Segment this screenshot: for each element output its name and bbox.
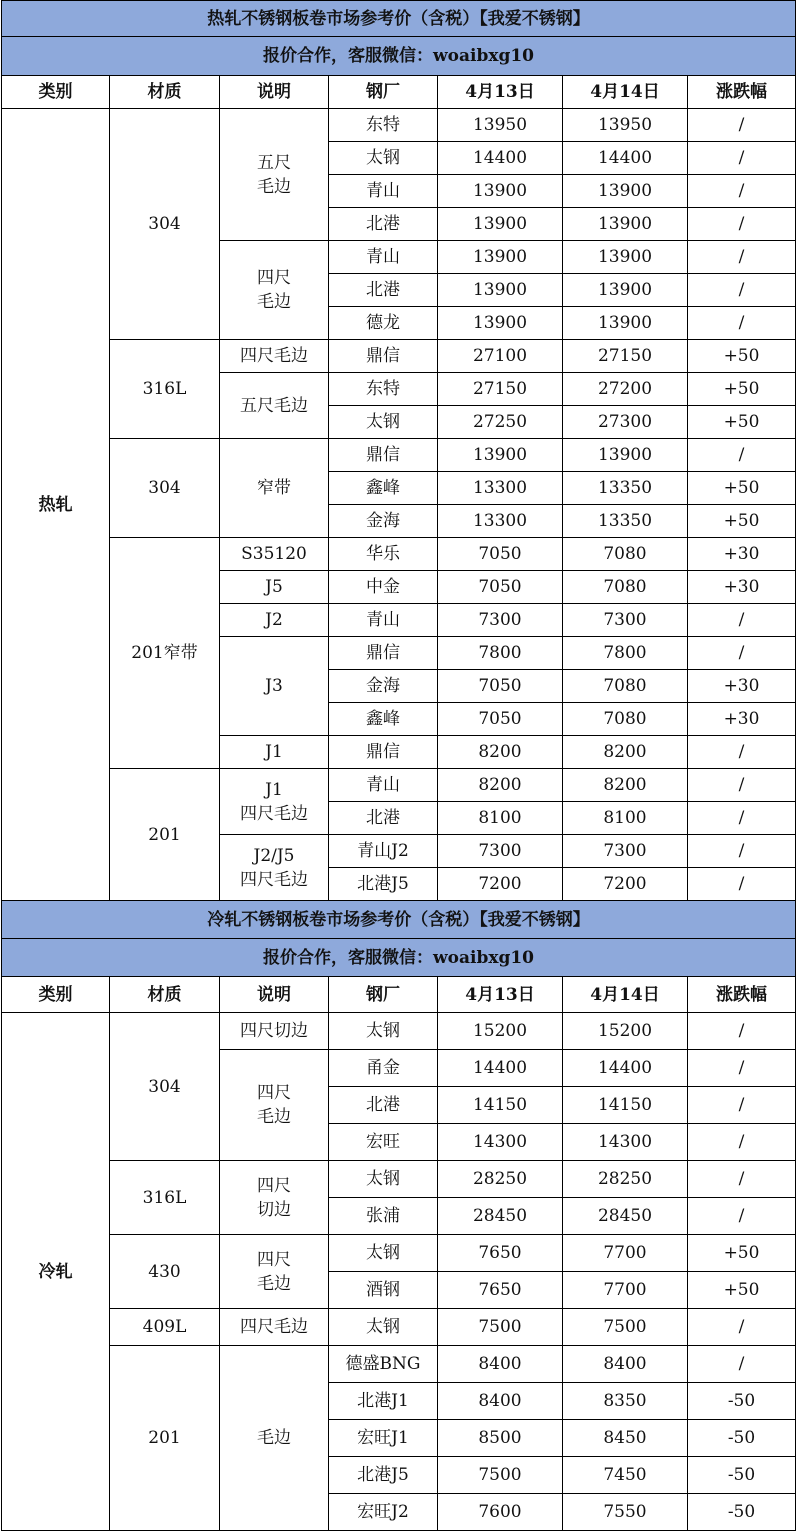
price-cell: 13900 bbox=[563, 241, 688, 274]
material-cell: 316L bbox=[110, 1161, 220, 1235]
price-cell: 7200 bbox=[563, 868, 688, 901]
mill-cell: 北港J5 bbox=[329, 868, 438, 901]
mill-cell: 太钢 bbox=[329, 1013, 438, 1050]
change-cell: / bbox=[688, 868, 796, 901]
mill-cell: 青山J2 bbox=[329, 835, 438, 868]
price-cell: 8200 bbox=[438, 736, 563, 769]
price-cell: 27150 bbox=[438, 373, 563, 406]
table-row bbox=[2, 1013, 796, 1050]
mill-cell: 张浦 bbox=[329, 1198, 438, 1235]
mill-cell: 北港J5 bbox=[329, 1457, 438, 1494]
note-cell: 四尺毛边 bbox=[220, 1309, 329, 1346]
category-cell: 热轧 bbox=[2, 109, 110, 901]
price-cell: 13900 bbox=[438, 241, 563, 274]
material-cell: 201 bbox=[110, 769, 220, 901]
price-cell: 8500 bbox=[438, 1420, 563, 1457]
cold-subtitle: 报价合作，客服微信：woaibxg10 bbox=[2, 939, 796, 977]
price-cell: 7300 bbox=[563, 835, 688, 868]
change-cell: / bbox=[688, 274, 796, 307]
note-cell: 窄带 bbox=[220, 439, 329, 538]
change-cell: / bbox=[688, 109, 796, 142]
change-cell: / bbox=[688, 1087, 796, 1124]
price-cell: 28450 bbox=[438, 1198, 563, 1235]
price-cell: 27300 bbox=[563, 406, 688, 439]
price-cell: 13300 bbox=[438, 472, 563, 505]
change-cell: / bbox=[688, 835, 796, 868]
change-cell: +30 bbox=[688, 571, 796, 604]
price-cell: 7450 bbox=[563, 1457, 688, 1494]
price-cell: 7080 bbox=[563, 670, 688, 703]
mill-cell: 东特 bbox=[329, 373, 438, 406]
change-cell: -50 bbox=[688, 1383, 796, 1420]
mill-cell: 青山 bbox=[329, 604, 438, 637]
price-cell: 13900 bbox=[438, 274, 563, 307]
change-cell: / bbox=[688, 1050, 796, 1087]
header-category: 类别 bbox=[2, 76, 110, 109]
mill-cell: 鑫峰 bbox=[329, 703, 438, 736]
price-cell: 14400 bbox=[563, 142, 688, 175]
header-change: 涨跌幅 bbox=[688, 76, 796, 109]
header-material: 材质 bbox=[110, 977, 220, 1013]
change-cell: +50 bbox=[688, 472, 796, 505]
hot-subtitle: 报价合作，客服微信：woaibxg10 bbox=[2, 37, 796, 76]
price-cell: 8350 bbox=[563, 1383, 688, 1420]
header-note: 说明 bbox=[220, 977, 329, 1013]
note-cell: 四尺切边 bbox=[220, 1013, 329, 1050]
mill-cell: 北港J1 bbox=[329, 1383, 438, 1420]
change-cell: +30 bbox=[688, 703, 796, 736]
price-cell: 14300 bbox=[563, 1124, 688, 1161]
price-cell: 7300 bbox=[563, 604, 688, 637]
mill-cell: 金海 bbox=[329, 505, 438, 538]
price-cell: 27200 bbox=[563, 373, 688, 406]
change-cell: +50 bbox=[688, 340, 796, 373]
table-row bbox=[2, 1235, 796, 1272]
price-cell: 13950 bbox=[563, 109, 688, 142]
price-cell: 7500 bbox=[438, 1309, 563, 1346]
change-cell: / bbox=[688, 1161, 796, 1198]
change-cell: +50 bbox=[688, 1272, 796, 1309]
price-table bbox=[1, 0, 796, 1531]
note-cell: 四尺 毛边 bbox=[220, 241, 329, 340]
price-cell: 27100 bbox=[438, 340, 563, 373]
price-cell: 7200 bbox=[438, 868, 563, 901]
price-cell: 7050 bbox=[438, 538, 563, 571]
note-cell: J1 bbox=[220, 736, 329, 769]
price-cell: 13900 bbox=[438, 208, 563, 241]
change-cell: / bbox=[688, 175, 796, 208]
mill-cell: 青山 bbox=[329, 175, 438, 208]
note-cell: J2 bbox=[220, 604, 329, 637]
mill-cell: 酒钢 bbox=[329, 1272, 438, 1309]
table-row bbox=[2, 538, 796, 571]
price-cell: 14400 bbox=[438, 142, 563, 175]
mill-cell: 金海 bbox=[329, 670, 438, 703]
price-cell: 7080 bbox=[563, 703, 688, 736]
mill-cell: 德龙 bbox=[329, 307, 438, 340]
price-cell: 7080 bbox=[563, 538, 688, 571]
header-note: 说明 bbox=[220, 76, 329, 109]
note-cell: J1 四尺毛边 bbox=[220, 769, 329, 835]
mill-cell: 太钢 bbox=[329, 1235, 438, 1272]
mill-cell: 鑫峰 bbox=[329, 472, 438, 505]
price-cell: 15200 bbox=[563, 1013, 688, 1050]
note-cell: 四尺毛边 bbox=[220, 340, 329, 373]
header-material: 材质 bbox=[110, 76, 220, 109]
change-cell: +50 bbox=[688, 1235, 796, 1272]
price-cell: 8100 bbox=[438, 802, 563, 835]
mill-cell: 青山 bbox=[329, 769, 438, 802]
mill-cell: 北港 bbox=[329, 274, 438, 307]
table-row bbox=[2, 1161, 796, 1198]
header-date-1: 4月13日 bbox=[438, 977, 563, 1013]
change-cell: / bbox=[688, 439, 796, 472]
note-cell: 四尺 毛边 bbox=[220, 1235, 329, 1309]
mill-cell: 太钢 bbox=[329, 406, 438, 439]
price-cell: 13900 bbox=[563, 307, 688, 340]
price-cell: 7650 bbox=[438, 1235, 563, 1272]
price-cell: 14150 bbox=[438, 1087, 563, 1124]
change-cell: / bbox=[688, 1346, 796, 1383]
mill-cell: 鼎信 bbox=[329, 736, 438, 769]
price-cell: 13300 bbox=[438, 505, 563, 538]
change-cell: +30 bbox=[688, 538, 796, 571]
mill-cell: 德盛BNG bbox=[329, 1346, 438, 1383]
hot-title: 热轧不锈钢板卷市场参考价（含税）【我爱不锈钢】 bbox=[2, 1, 796, 37]
mill-cell: 甬金 bbox=[329, 1050, 438, 1087]
material-cell: 409L bbox=[110, 1309, 220, 1346]
change-cell: +50 bbox=[688, 505, 796, 538]
price-cell: 8200 bbox=[438, 769, 563, 802]
mill-cell: 东特 bbox=[329, 109, 438, 142]
header-date-2: 4月14日 bbox=[563, 977, 688, 1013]
mill-cell: 青山 bbox=[329, 241, 438, 274]
change-cell: +30 bbox=[688, 670, 796, 703]
mill-cell: 中金 bbox=[329, 571, 438, 604]
price-cell: 28450 bbox=[563, 1198, 688, 1235]
material-cell: 316L bbox=[110, 340, 220, 439]
mill-cell: 华乐 bbox=[329, 538, 438, 571]
material-cell: 304 bbox=[110, 109, 220, 340]
price-cell: 13900 bbox=[438, 175, 563, 208]
price-cell: 15200 bbox=[438, 1013, 563, 1050]
material-cell: 201窄带 bbox=[110, 538, 220, 769]
price-cell: 8400 bbox=[438, 1346, 563, 1383]
price-cell: 8200 bbox=[563, 769, 688, 802]
note-cell: 四尺 切边 bbox=[220, 1161, 329, 1235]
category-cell: 冷轧 bbox=[2, 1013, 110, 1531]
mill-cell: 宏旺 bbox=[329, 1124, 438, 1161]
price-cell: 7650 bbox=[438, 1272, 563, 1309]
material-cell: 304 bbox=[110, 1013, 220, 1161]
price-cell: 27250 bbox=[438, 406, 563, 439]
material-cell: 304 bbox=[110, 439, 220, 538]
price-cell: 13900 bbox=[563, 274, 688, 307]
mill-cell: 宏旺J2 bbox=[329, 1494, 438, 1531]
change-cell: / bbox=[688, 241, 796, 274]
price-cell: 14150 bbox=[563, 1087, 688, 1124]
change-cell: / bbox=[688, 1198, 796, 1235]
material-cell: 201 bbox=[110, 1346, 220, 1531]
price-cell: 28250 bbox=[563, 1161, 688, 1198]
table-row bbox=[2, 109, 796, 142]
note-cell: 毛边 bbox=[220, 1346, 329, 1531]
price-cell: 7800 bbox=[563, 637, 688, 670]
price-cell: 7500 bbox=[438, 1457, 563, 1494]
change-cell: / bbox=[688, 1124, 796, 1161]
mill-cell: 太钢 bbox=[329, 142, 438, 175]
mill-cell: 鼎信 bbox=[329, 637, 438, 670]
price-cell: 8200 bbox=[563, 736, 688, 769]
price-cell: 14300 bbox=[438, 1124, 563, 1161]
price-cell: 13900 bbox=[563, 208, 688, 241]
mill-cell: 北港 bbox=[329, 802, 438, 835]
change-cell: / bbox=[688, 802, 796, 835]
change-cell: / bbox=[688, 1309, 796, 1346]
change-cell: / bbox=[688, 736, 796, 769]
price-cell: 8450 bbox=[563, 1420, 688, 1457]
price-cell: 13350 bbox=[563, 505, 688, 538]
note-cell: 五尺 毛边 bbox=[220, 109, 329, 241]
header-date-2: 4月14日 bbox=[563, 76, 688, 109]
change-cell: -50 bbox=[688, 1494, 796, 1531]
table-row bbox=[2, 769, 796, 802]
price-cell: 13350 bbox=[563, 472, 688, 505]
note-cell: 五尺毛边 bbox=[220, 373, 329, 439]
header-date-1: 4月13日 bbox=[438, 76, 563, 109]
price-cell: 13900 bbox=[563, 439, 688, 472]
change-cell: +50 bbox=[688, 406, 796, 439]
note-cell: J3 bbox=[220, 637, 329, 736]
material-cell: 430 bbox=[110, 1235, 220, 1309]
mill-cell: 北港 bbox=[329, 208, 438, 241]
change-cell: +50 bbox=[688, 373, 796, 406]
change-cell: / bbox=[688, 142, 796, 175]
table-row bbox=[2, 340, 796, 373]
table-row bbox=[2, 1309, 796, 1346]
change-cell: / bbox=[688, 769, 796, 802]
price-cell: 8400 bbox=[438, 1383, 563, 1420]
note-cell: J2/J5 四尺毛边 bbox=[220, 835, 329, 901]
price-cell: 13900 bbox=[563, 175, 688, 208]
header-category: 类别 bbox=[2, 977, 110, 1013]
price-cell: 28250 bbox=[438, 1161, 563, 1198]
table-row bbox=[2, 439, 796, 472]
price-cell: 13950 bbox=[438, 109, 563, 142]
mill-cell: 太钢 bbox=[329, 1309, 438, 1346]
mill-cell: 鼎信 bbox=[329, 340, 438, 373]
note-cell: S35120 bbox=[220, 538, 329, 571]
price-cell: 14400 bbox=[438, 1050, 563, 1087]
price-cell: 7700 bbox=[563, 1272, 688, 1309]
note-cell: J5 bbox=[220, 571, 329, 604]
price-cell: 7300 bbox=[438, 604, 563, 637]
note-cell: 四尺 毛边 bbox=[220, 1050, 329, 1161]
price-cell: 7550 bbox=[563, 1494, 688, 1531]
change-cell: / bbox=[688, 307, 796, 340]
mill-cell: 宏旺J1 bbox=[329, 1420, 438, 1457]
change-cell: -50 bbox=[688, 1457, 796, 1494]
price-cell: 7050 bbox=[438, 703, 563, 736]
change-cell: / bbox=[688, 604, 796, 637]
mill-cell: 鼎信 bbox=[329, 439, 438, 472]
price-cell: 7700 bbox=[563, 1235, 688, 1272]
price-cell: 7800 bbox=[438, 637, 563, 670]
header-change: 涨跌幅 bbox=[688, 977, 796, 1013]
price-cell: 7080 bbox=[563, 571, 688, 604]
price-cell: 7600 bbox=[438, 1494, 563, 1531]
price-cell: 8400 bbox=[563, 1346, 688, 1383]
price-cell: 8100 bbox=[563, 802, 688, 835]
price-cell: 13900 bbox=[438, 307, 563, 340]
price-cell: 14400 bbox=[563, 1050, 688, 1087]
change-cell: -50 bbox=[688, 1420, 796, 1457]
price-cell: 7500 bbox=[563, 1309, 688, 1346]
header-mill: 钢厂 bbox=[329, 977, 438, 1013]
mill-cell: 北港 bbox=[329, 1087, 438, 1124]
change-cell: / bbox=[688, 637, 796, 670]
price-cell: 27150 bbox=[563, 340, 688, 373]
mill-cell: 太钢 bbox=[329, 1161, 438, 1198]
cold-title: 冷轧不锈钢板卷市场参考价（含税）【我爱不锈钢】 bbox=[2, 901, 796, 939]
price-cell: 13900 bbox=[438, 439, 563, 472]
price-cell: 7050 bbox=[438, 571, 563, 604]
table-row bbox=[2, 1346, 796, 1383]
change-cell: / bbox=[688, 208, 796, 241]
price-cell: 7050 bbox=[438, 670, 563, 703]
change-cell: / bbox=[688, 1013, 796, 1050]
header-mill: 钢厂 bbox=[329, 76, 438, 109]
price-cell: 7300 bbox=[438, 835, 563, 868]
